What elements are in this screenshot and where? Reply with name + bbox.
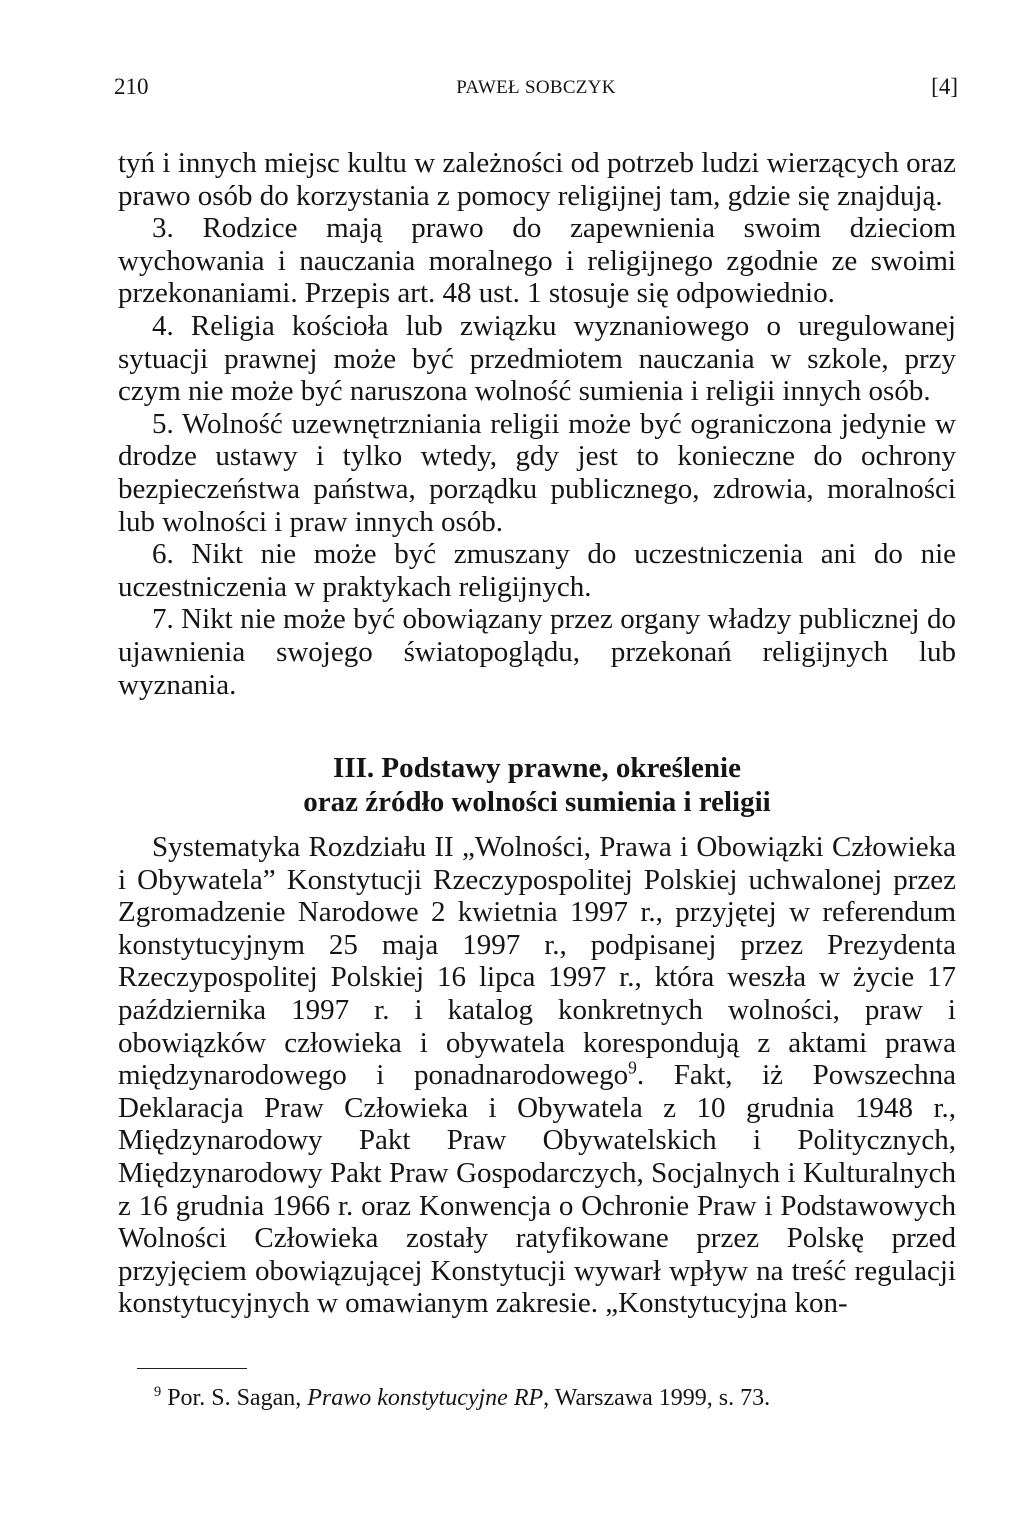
footnote-suffix: , Warszawa 1999, s. 73. [543,1385,771,1411]
paragraph: 4. Religia kościoła lub związku wyznaniowego o uregulowanej sytuacji prawnej może być przedmiotem nauczania w szkole, przy czym nie może być naruszona wolność sumienia i religii innych osób. [118,309,956,408]
paragraph: 3. Rodzice mają prawo do zapewnienia swoim dzieciom wychowania i nauczania moralnego i religijnego zgodnie ze swoimi przekonaniami. Przepis art. 48 ust. 1 stosuje się odpowiednio. [118,212,956,310]
page-header [114,74,958,108]
body-text-main [118,831,956,1320]
footnote-title: Prawo konstytucyjne RP [307,1385,544,1411]
footnote-reference: 9 [628,1057,637,1078]
page-number: 210 [114,74,149,99]
paragraph [118,831,956,1320]
paragraph: 7. Nikt nie może być obowiązany przez organy władzy publicznej do ujawnienia swojego światopoglądu, przekonań religijnych lub wyznania. [118,603,956,701]
footnote-prefix: Por. S. Sagan, [167,1385,302,1411]
running-head: PAWEŁ SOBCZYK [456,77,616,98]
footnote-marker: 9 [154,1384,162,1400]
footnote [154,1384,770,1412]
section-heading [118,751,956,819]
section-heading-line: III. Podstawy prawne, określenie [333,752,741,784]
paragraph: 6. Nikt nie może być zmuszany do uczestniczenia ani do nie uczestniczenia w praktykach religijnych. [118,538,956,603]
body-text-top [118,147,956,701]
paragraph: tyń i innych miejsc kultu w zależności od potrzeb ludzi wierzących oraz prawo osób do korzystania z pomocy religijnej tam, gdzie się znajdują. [118,147,956,212]
paragraph-part: . Fakt, iż Powszechna Deklaracja Praw Człowieka i Obywatela z 10 grudnia 1948 r., Międzynarodowy Pakt Praw Obywatelskich i Politycznych, Międzynarodowy Pakt Praw Gospodarczych, Socjalnych i Kulturalnych z 16 grudnia 1966 r. oraz Konwencja o Ochronie Praw i Podstawowych Wolności Człowieka zostały ratyfikowane przez Polskę przed przyjęciem obowiązującej Konstytucji wywarł wpływ na treść regulacji konstytucyjnych w omawianym zakresie. „Konstytucyjna kon- [118,1059,956,1320]
footnote-separator [137,1368,247,1369]
section-heading-line: oraz źródło wolności sumienia i religii [303,786,771,818]
paragraph: 5. Wolność uzewnętrzniania religii może być ograniczona jedynie w drodze ustawy i tylko wtedy, gdy jest to konieczne do ochrony bezpieczeństwa państwa, porządku publicznego, zdrowia, moralności lub wolności i praw innych osób. [118,407,956,538]
paragraph-part: Systematyka Rozdziału II „Wolności, Prawa i Obowiązki Człowieka i Obywatela” Konstytucji Rzeczypospolitej Polskiej uchwalonej przez Zgromadzenie Narodowe 2 kwietnia 1997 r., przyjętej w referendum konstytucyjnym 25 maja 1997 r., podpisanej przez Prezydenta Rzeczypospolitej Polskiej 16 lipca 1997 r., która weszła w życie 17 października 1997 r. i katalog konkretnych wolności, praw i obowiązków człowieka i obywatela korespondują z aktami prawa międzynarodowego i ponadnarodowego [118,831,956,1092]
section-reference: [4] [931,74,958,99]
